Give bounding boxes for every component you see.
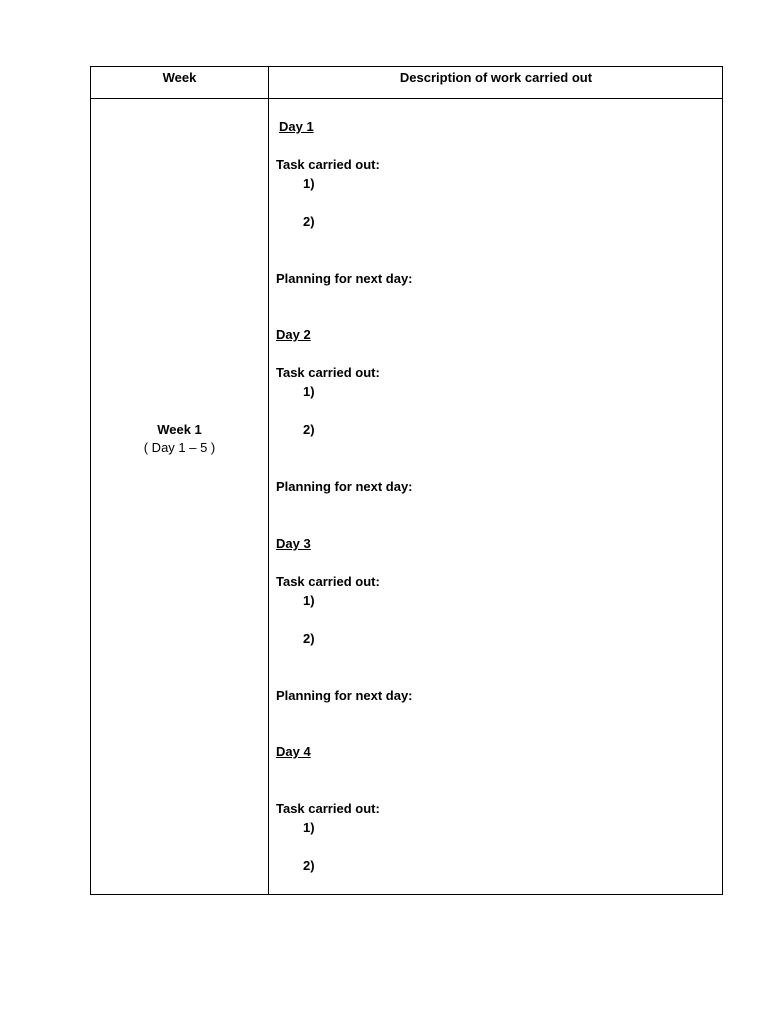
day-1-item-2: 2) [303,214,315,229]
header-divider [91,98,722,99]
day-4-item-2: 2) [303,858,315,873]
day-1-planning-label: Planning for next day: [276,271,413,286]
day-2-item-2: 2) [303,422,315,437]
day-2-planning-label: Planning for next day: [276,479,413,494]
week-cell [91,421,268,457]
day-1-heading: Day 1 [279,119,314,134]
day-2-item-1: 1) [303,384,315,399]
day-2-task-label: Task carried out: [276,365,380,380]
day-4-item-1: 1) [303,820,315,835]
day-1-task-label: Task carried out: [276,157,380,172]
day-4-task-label: Task carried out: [276,801,380,816]
day-3-item-1: 1) [303,593,315,608]
week-day-range: ( Day 1 – 5 ) [143,440,216,455]
day-2-heading: Day 2 [276,327,311,342]
day-3-planning-label: Planning for next day: [276,688,413,703]
description-column-header: Description of work carried out [399,70,593,85]
column-divider [268,67,269,894]
day-3-task-label: Task carried out: [276,574,380,589]
day-3-item-2: 2) [303,631,315,646]
week-title: Week 1 [157,422,202,437]
work-log-table [90,66,723,895]
week-column-header: Week [162,70,197,85]
day-3-heading: Day 3 [276,536,311,551]
day-4-heading: Day 4 [276,744,311,759]
day-1-item-1: 1) [303,176,315,191]
